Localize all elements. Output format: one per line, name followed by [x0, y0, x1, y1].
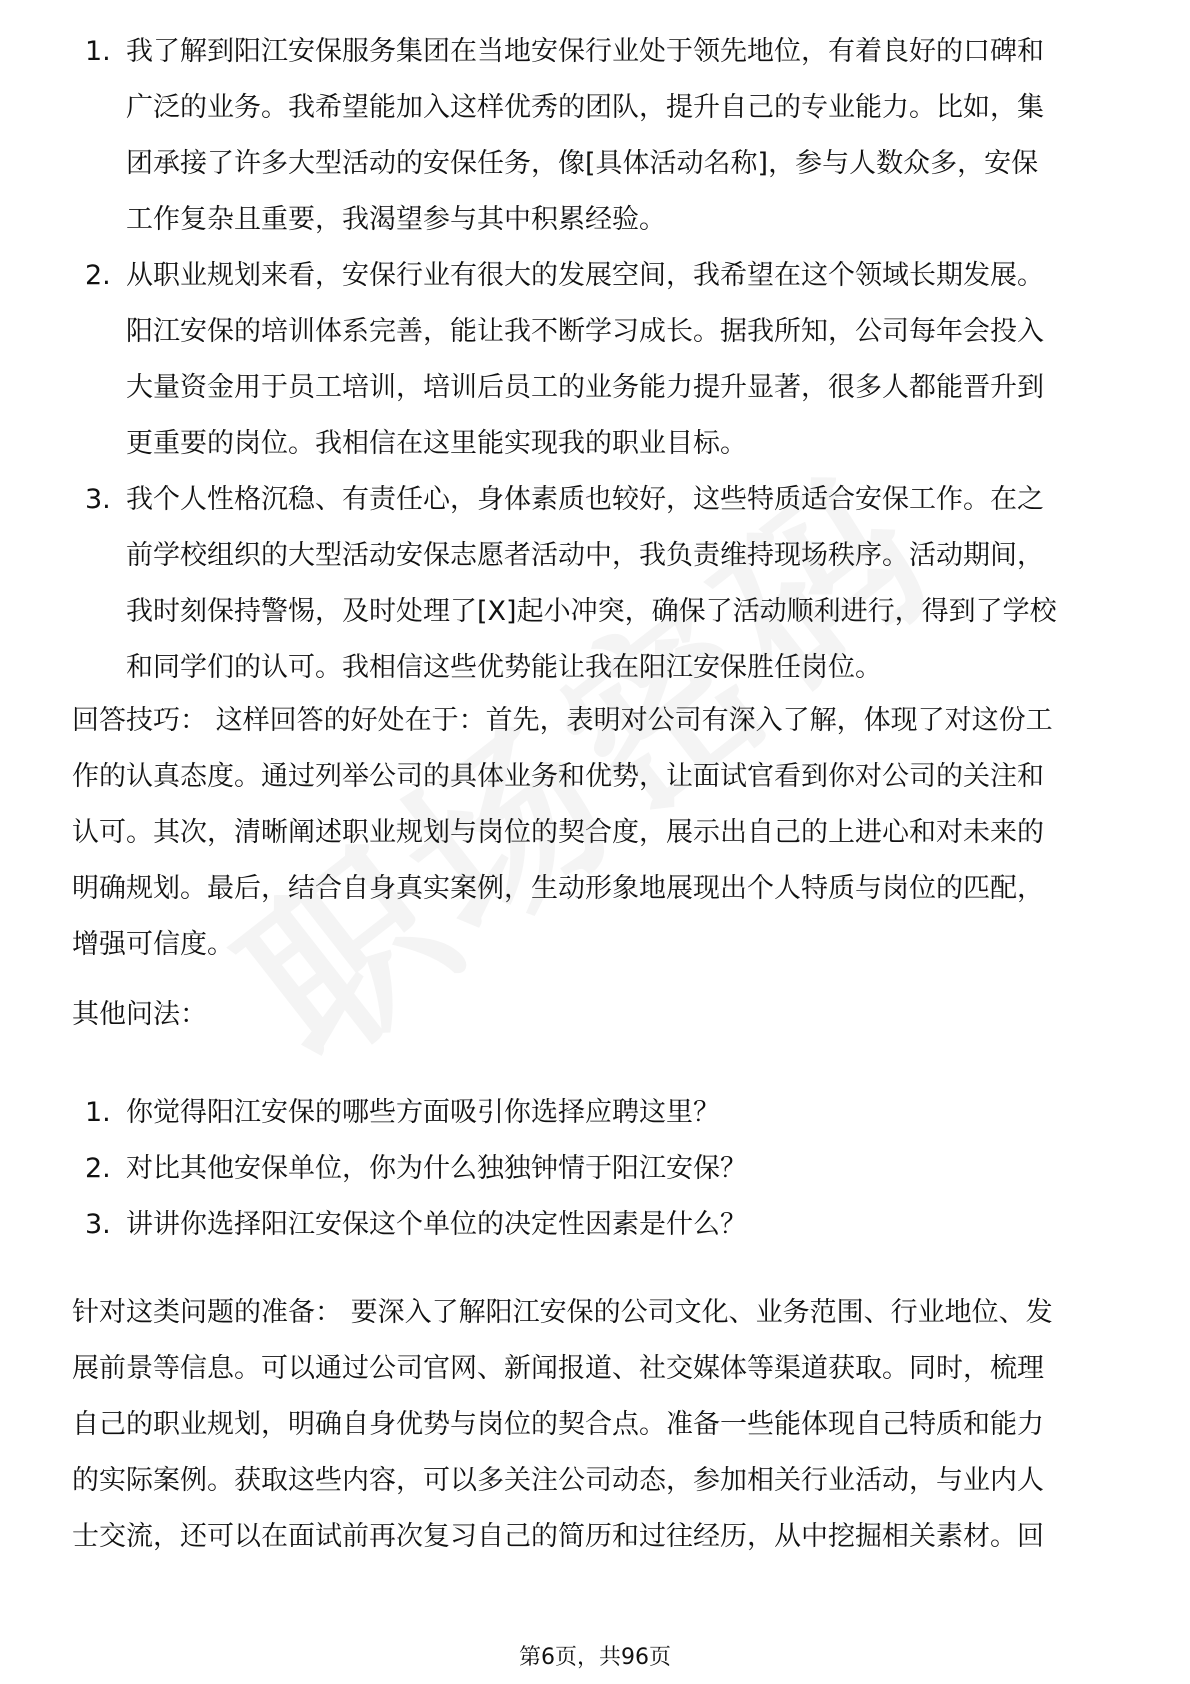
list-line: 从职业规划来看，安保行业有很大的发展空间，我希望在这个领域长期发展。	[126, 260, 1044, 291]
tips-line: 增强可信度。	[72, 929, 234, 960]
list-item	[72, 1197, 1122, 1253]
list-text: 讲讲你选择阳江安保这个单位的决定性因素是什么？	[126, 1209, 747, 1240]
list-line: 广泛的业务。我希望能加入这样优秀的团队，提升自己的专业能力。比如，集	[126, 92, 1044, 123]
list-line: 团承接了许多大型活动的安保任务，像[具体活动名称]，参与人数众多，安保	[126, 148, 1039, 179]
list-line: 更重要的岗位。我相信在这里能实现我的职业目标。	[126, 428, 747, 459]
list-line: 我个人性格沉稳、有责任心，身体素质也较好，这些特质适合安保工作。在之	[126, 484, 1044, 515]
list-line: 和同学们的认可。我相信这些优势能让我在阳江安保胜任岗位。	[126, 652, 882, 683]
other-questions-heading: 其他问法：	[72, 999, 207, 1030]
tips-line: 回答技巧： 这样回答的好处在于：首先，表明对公司有深入了解，体现了对这份工	[72, 705, 1053, 736]
list-number: 2.	[85, 260, 111, 291]
list-line: 我了解到阳江安保服务集团在当地安保行业处于领先地位，有着良好的口碑和	[126, 36, 1044, 67]
answer-tips	[72, 693, 1122, 973]
list-item	[72, 1141, 1122, 1197]
tips-line: 明确规划。最后，结合自身真实案例，生动形象地展现出个人特质与岗位的匹配，	[72, 873, 1044, 904]
tips-line: 认可。其次，清晰阐述职业规划与岗位的契合度，展示出自己的上进心和对未来的	[72, 817, 1044, 848]
preparation-advice	[72, 1285, 1122, 1565]
list-number: 1.	[85, 36, 111, 67]
list-number: 3.	[85, 484, 111, 515]
prep-line: 展前景等信息。可以通过公司官网、新闻报道、社交媒体等渠道获取。同时，梳理	[72, 1353, 1044, 1384]
prep-line: 自己的职业规划，明确自身优势与岗位的契合点。准备一些能体现自己特质和能力	[72, 1409, 1044, 1440]
list-item	[72, 472, 1122, 696]
list-number: 2.	[85, 1153, 111, 1184]
list-line: 大量资金用于员工培训，培训后员工的业务能力提升显著，很多人都能晋升到	[126, 372, 1044, 403]
other-questions-list	[72, 1085, 1122, 1253]
list-line: 工作复杂且重要，我渴望参与其中积累经验。	[126, 204, 666, 235]
prep-line: 的实际案例。获取这些内容，可以多关注公司动态，参加相关行业活动，与业内人	[72, 1465, 1044, 1496]
list-item	[72, 248, 1122, 472]
list-number: 1.	[85, 1097, 111, 1128]
list-item	[72, 24, 1122, 248]
prep-line: 士交流，还可以在面试前再次复习自己的简历和过往经历，从中挖掘相关素材。回	[72, 1521, 1044, 1552]
tips-line: 作的认真态度。通过列举公司的具体业务和优势，让面试官看到你对公司的关注和	[72, 761, 1044, 792]
list-line: 阳江安保的培训体系完善，能让我不断学习成长。据我所知，公司每年会投入	[126, 316, 1044, 347]
list-line: 前学校组织的大型活动安保志愿者活动中，我负责维持现场秩序。活动期间，	[126, 540, 1044, 571]
list-text: 你觉得阳江安保的哪些方面吸引你选择应聘这里？	[126, 1097, 720, 1128]
list-text: 对比其他安保单位，你为什么独独钟情于阳江安保？	[126, 1153, 747, 1184]
list-item	[72, 1085, 1122, 1141]
page-number: 第6页，共96页	[519, 1645, 671, 1670]
list-line: 我时刻保持警惕，及时处理了[X]起小冲突，确保了活动顺利进行，得到了学校	[126, 596, 1057, 627]
prep-line: 针对这类问题的准备： 要深入了解阳江安保的公司文化、业务范围、行业地位、发	[72, 1297, 1053, 1328]
answer-list	[72, 24, 1122, 696]
list-number: 3.	[85, 1209, 111, 1240]
